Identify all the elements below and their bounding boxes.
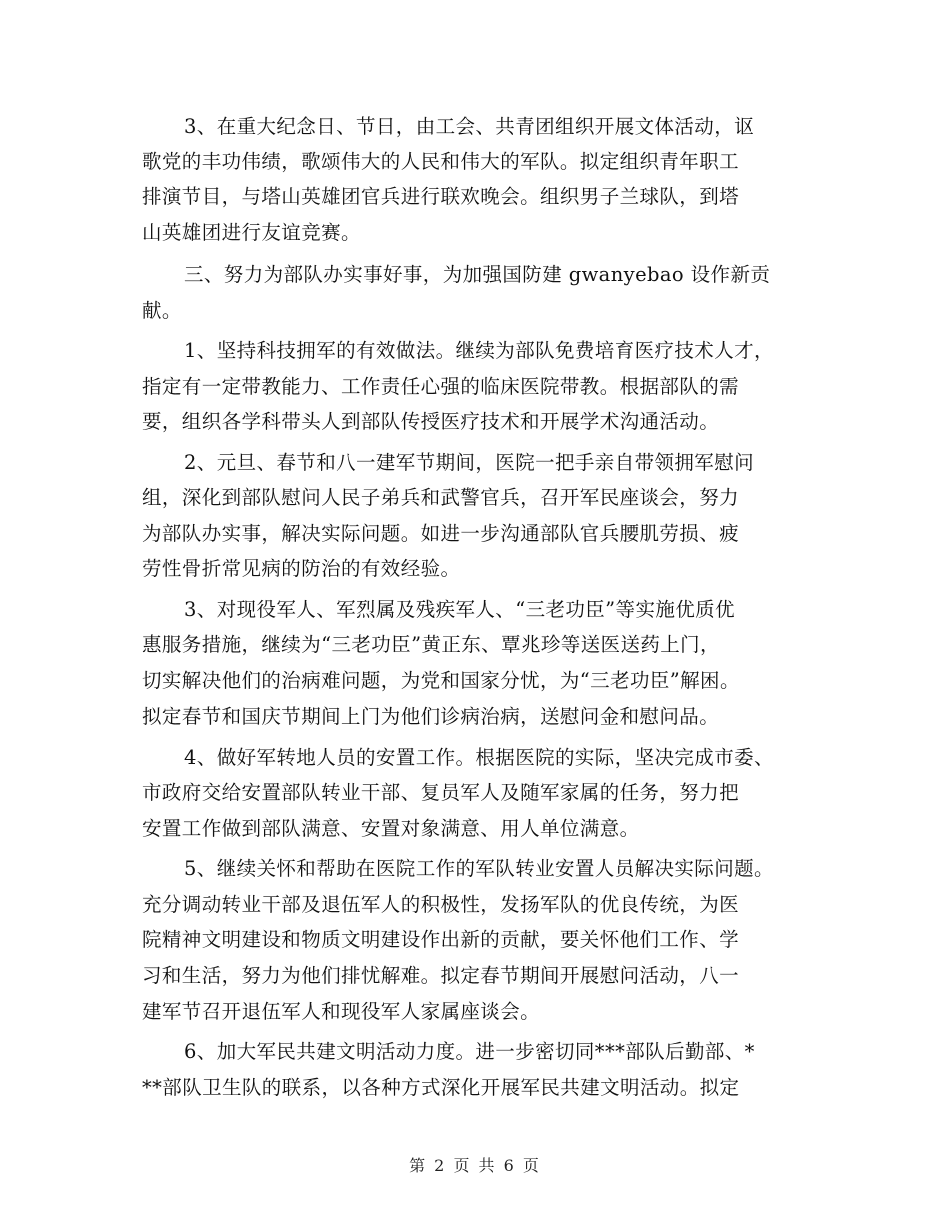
paragraph-line-11: 劳性骨折常见病的防治的有效经验。	[142, 557, 461, 580]
paragraph-line-10: 为部队办实事，解决实际问题。如进一步沟通部队官兵腰肌劳损、疲	[142, 522, 740, 545]
paragraph-line-19: 5、继续关怀和帮助在医院工作的军队转业安置人员解决实际问题。	[184, 857, 774, 880]
paragraph-line-23: 建军节召开退伍军人和现役军人家属座谈会。	[142, 1000, 541, 1023]
paragraph-line-08: 2、元旦、春节和八一建军节期间，医院一把手亲自带领拥军慰问	[184, 451, 755, 474]
paragraph-line-15: 拟定春节和国庆节期间上门为他们诊病治病，送慰问金和慰问品。	[142, 705, 720, 728]
paragraph-line-12: 3、对现役军人、军烈属及残疾军人、“三老功臣”等实施优质优	[184, 598, 735, 621]
paragraph-line-22: 习和生活，努力为他们排忧解难。拟定春节期间开展慰问活动，八一	[142, 964, 740, 987]
paragraph-line-06: 指定有一定带教能力、工作责任心强的临床医院带教。根据部队的需	[142, 375, 740, 398]
paragraph-line-02: 歌党的丰功伟绩，歌颂伟大的人民和伟大的军队。拟定组织青年职工	[142, 150, 740, 173]
paragraph-line-04: 山英雄团进行友谊竞赛。	[142, 221, 361, 244]
page-number-footer: 第 2 页 共 6 页	[409, 1156, 541, 1175]
paragraph-line-01: 3、在重大纪念日、节日，由工会、共青团组织开展文体活动，讴	[184, 115, 755, 138]
paragraph-line-09: 组，深化到部队慰问人民子弟兵和武警官兵，召开军民座谈会，努力	[142, 486, 740, 509]
paragraph-line-14: 切实解决他们的治病难问题，为党和国家分忧，为“三老功臣”解困。	[142, 669, 740, 692]
paragraph-line-03: 排演节目，与塔山英雄团官兵进行联欢晚会。组织男子兰球队，到塔	[142, 185, 740, 208]
paragraph-line-13: 惠服务措施，继续为“三老功臣”黄正东、覃兆珍等送医送药上门，	[142, 633, 720, 656]
section-heading-line-02: 献。	[142, 299, 182, 322]
paragraph-line-21: 院精神文明建设和物质文明建设作出新的贡献，要关怀他们工作、学	[142, 928, 740, 951]
section-heading-line-01: 三、努力为部队办实事好事，为加强国防建 gwanyebao 设作新贡	[184, 263, 771, 286]
paragraph-line-18: 安置工作做到部队满意、安置对象满意、用人单位满意。	[142, 817, 640, 840]
paragraph-line-17: 市政府交给安置部队转业干部、复员军人及随军家属的任务，努力把	[142, 781, 740, 804]
paragraph-line-05: 1、坚持科技拥军的有效做法。继续为部队免费培育医疗技术人才，	[184, 339, 774, 362]
paragraph-line-24: 6、加大军民共建文明活动力度。进一步密切同***部队后勤部、*	[184, 1040, 755, 1063]
paragraph-line-25: **部队卫生队的联系，以各种方式深化开展军民共建文明活动。拟定	[142, 1076, 740, 1099]
paragraph-line-07: 要，组织各学科带头人到部队传授医疗技术和开展学术沟通活动。	[142, 410, 720, 433]
paragraph-line-20: 充分调动转业干部及退伍军人的积极性，发扬军队的优良传统，为医	[142, 893, 740, 916]
paragraph-line-16: 4、做好军转地人员的安置工作。根据医院的实际，坚决完成市委、	[184, 746, 774, 769]
